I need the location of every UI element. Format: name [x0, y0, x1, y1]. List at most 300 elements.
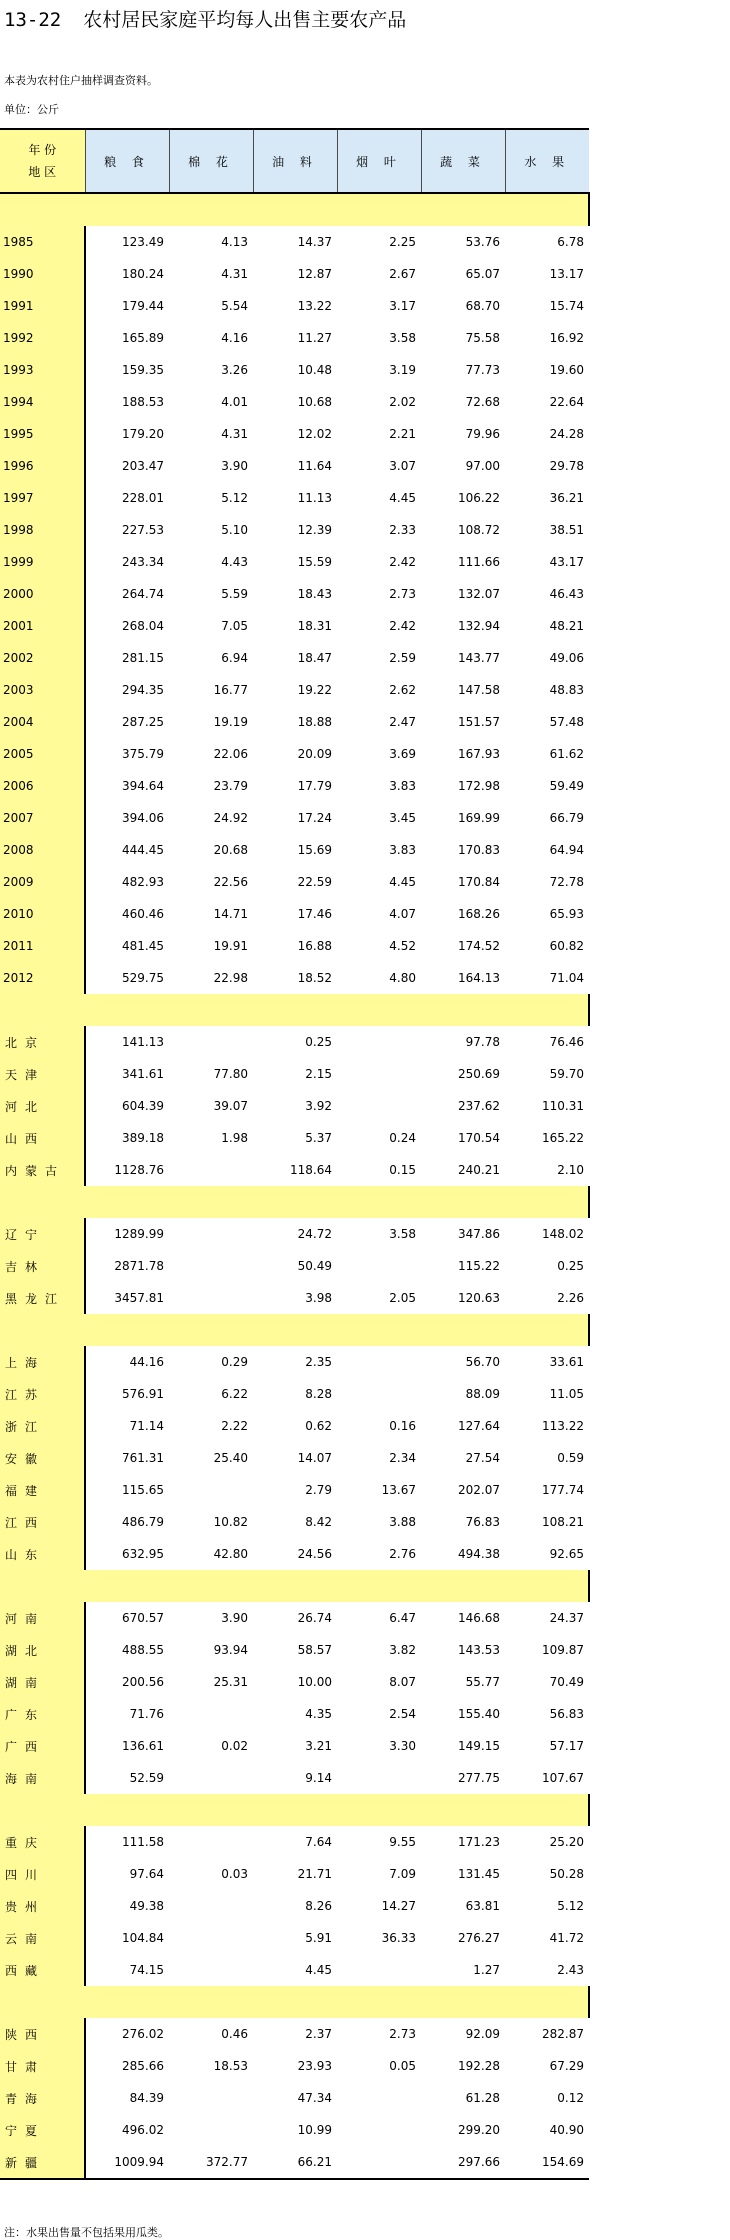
value-cell: 167.93: [458, 747, 500, 761]
table-row: [0, 1026, 589, 1058]
value-cell: 444.45: [122, 843, 164, 857]
value-cell: 111.58: [122, 1835, 164, 1849]
value-cell: 6.78: [557, 235, 584, 249]
value-cell: 33.61: [549, 1355, 584, 1369]
value-cell: 0.29: [221, 1355, 248, 1369]
value-cell: [169, 1922, 253, 1954]
value-cell: 165.22: [542, 1131, 584, 1145]
value-cell: 394.64: [122, 779, 164, 793]
value-cell: 165.89: [122, 331, 164, 345]
row-label-year: 1990: [0, 258, 85, 290]
value-cell: 164.13: [458, 971, 500, 985]
row-label-region: 福建: [0, 1474, 85, 1506]
footnote: 注：水果出售量不包括果用瓜类。: [4, 2226, 169, 2239]
value-cell: 27.54: [465, 1451, 500, 1465]
value-cell: 63.81: [465, 1899, 500, 1913]
value-cell: 16.88: [297, 939, 332, 953]
value-cell: 180.24: [122, 267, 164, 281]
value-cell: 5.37: [305, 1131, 332, 1145]
row-label-year: 1991: [0, 290, 85, 322]
value-cell: 22.98: [213, 971, 248, 985]
value-cell: 4.13: [221, 235, 248, 249]
value-cell: 14.71: [213, 907, 248, 921]
value-cell: 5.59: [221, 587, 248, 601]
table-row: [0, 1954, 589, 1986]
value-cell: 2.02: [389, 395, 416, 409]
value-cell: 110.31: [542, 1099, 584, 1113]
value-cell: 60.82: [549, 939, 584, 953]
row-label-region: 青海: [0, 2082, 85, 2114]
table-row: [0, 1442, 589, 1474]
row-label-year: 2004: [0, 706, 85, 738]
value-cell: 74.15: [129, 1963, 164, 1977]
value-cell: 488.55: [122, 1643, 164, 1657]
value-cell: [169, 2114, 253, 2146]
value-cell: 29.78: [549, 459, 584, 473]
table-row: [0, 1922, 589, 1954]
value-cell: 19.22: [297, 683, 332, 697]
value-cell: 48.21: [549, 619, 584, 633]
col-header-oilseed: 油 料: [253, 129, 337, 193]
value-cell: 2.43: [557, 1963, 584, 1977]
table-title-text: 农村居民家庭平均每人出售主要农产品: [83, 9, 407, 31]
value-cell: 10.48: [297, 363, 332, 377]
value-cell: 372.77: [169, 2146, 253, 2179]
value-cell: 11.13: [297, 491, 332, 505]
table-row: [0, 738, 589, 770]
value-cell: 146.68: [458, 1611, 500, 1625]
table-row: [0, 706, 589, 738]
value-cell: 136.61: [122, 1739, 164, 1753]
value-cell: 4.45: [305, 1963, 332, 1977]
value-cell: 22.59: [297, 875, 332, 889]
value-cell: 3.92: [305, 1099, 332, 1113]
value-cell: 174.52: [458, 939, 500, 953]
value-cell: 0.12: [557, 2091, 584, 2105]
value-cell: 168.26: [458, 907, 500, 921]
value-cell: 277.75: [458, 1771, 500, 1785]
table-row: [0, 1346, 589, 1378]
value-cell: 294.35: [122, 683, 164, 697]
value-cell: 149.15: [458, 1739, 500, 1753]
value-cell: 17.46: [297, 907, 332, 921]
blank-row: [0, 1794, 589, 1826]
col-header-tobacco: 烟 叶: [337, 129, 421, 193]
table-row: [0, 1154, 589, 1186]
value-cell: 104.84: [122, 1931, 164, 1945]
value-cell: 84.39: [129, 2091, 164, 2105]
value-cell: 79.96: [465, 427, 500, 441]
blank-cell: [0, 1986, 589, 2018]
row-label-region: 广西: [0, 1730, 85, 1762]
value-cell: 61.62: [549, 747, 584, 761]
value-cell: 2.62: [389, 683, 416, 697]
row-label-region: 江西: [0, 1506, 85, 1538]
table-row: [0, 1826, 589, 1858]
value-cell: 57.17: [549, 1739, 584, 1753]
value-cell: 3.26: [221, 363, 248, 377]
value-cell: 171.23: [458, 1835, 500, 1849]
value-cell: 93.94: [213, 1643, 248, 1657]
table-row: [0, 1250, 589, 1282]
row-label-region: 辽宁: [0, 1218, 85, 1250]
blank-row: [0, 1570, 589, 1602]
value-cell: 71.14: [129, 1419, 164, 1433]
value-cell: 17.24: [297, 811, 332, 825]
table-row: [0, 322, 589, 354]
value-cell: 2.34: [389, 1451, 416, 1465]
value-cell: 11.64: [297, 459, 332, 473]
value-cell: [169, 1698, 253, 1730]
row-label-region: 河北: [0, 1090, 85, 1122]
value-cell: 0.24: [389, 1131, 416, 1145]
stub-header-region: 地 区: [28, 165, 57, 179]
value-cell: 3.19: [389, 363, 416, 377]
value-cell: 18.88: [297, 715, 332, 729]
value-cell: [337, 1058, 421, 1090]
table-row: [0, 226, 589, 258]
value-cell: 2.47: [389, 715, 416, 729]
value-cell: 2.76: [389, 1547, 416, 1561]
value-cell: 14.37: [297, 235, 332, 249]
value-cell: 4.43: [221, 555, 248, 569]
value-cell: 202.07: [458, 1483, 500, 1497]
value-cell: 107.67: [542, 1771, 584, 1785]
value-cell: 481.45: [122, 939, 164, 953]
table-row: [0, 930, 589, 962]
table-row: [0, 1602, 589, 1634]
value-cell: 2.67: [389, 267, 416, 281]
value-cell: 494.38: [458, 1547, 500, 1561]
row-label-region: 上海: [0, 1346, 85, 1378]
value-cell: 64.94: [549, 843, 584, 857]
value-cell: 297.66: [421, 2146, 505, 2179]
value-cell: 0.05: [389, 2059, 416, 2073]
row-label-year: 1998: [0, 514, 85, 546]
table-row: [0, 1474, 589, 1506]
value-cell: 0.02: [221, 1739, 248, 1753]
value-cell: 15.74: [549, 299, 584, 313]
value-cell: [169, 2082, 253, 2114]
value-cell: 36.21: [549, 491, 584, 505]
value-cell: 2.42: [389, 619, 416, 633]
row-label-region: 江苏: [0, 1378, 85, 1410]
row-label-year: 2005: [0, 738, 85, 770]
value-cell: 4.52: [389, 939, 416, 953]
value-cell: 23.79: [213, 779, 248, 793]
value-cell: 268.04: [122, 619, 164, 633]
value-cell: 65.07: [465, 267, 500, 281]
table-row: [0, 1730, 589, 1762]
value-cell: 12.02: [297, 427, 332, 441]
row-label-region: 云南: [0, 1922, 85, 1954]
value-cell: 170.83: [458, 843, 500, 857]
stub-header-year: 年 份: [28, 143, 57, 157]
table-row: [0, 2082, 589, 2114]
value-cell: 9.55: [389, 1835, 416, 1849]
value-cell: 18.31: [297, 619, 332, 633]
value-cell: 132.07: [458, 587, 500, 601]
value-cell: 18.53: [213, 2059, 248, 2073]
value-cell: 0.62: [305, 1419, 332, 1433]
value-cell: 159.35: [122, 363, 164, 377]
row-label-year: 2009: [0, 866, 85, 898]
table-row: [0, 1538, 589, 1570]
value-cell: 108.72: [458, 523, 500, 537]
value-cell: 341.61: [122, 1067, 164, 1081]
header-row: [0, 129, 589, 193]
value-cell: 108.21: [542, 1515, 584, 1529]
value-cell: 0.25: [305, 1035, 332, 1049]
value-cell: 9.14: [305, 1771, 332, 1785]
row-label-region: 黑龙江: [0, 1282, 85, 1314]
value-cell: 19.91: [213, 939, 248, 953]
value-cell: 61.28: [465, 2091, 500, 2105]
value-cell: 141.13: [122, 1035, 164, 1049]
value-cell: 276.02: [122, 2027, 164, 2041]
row-label-year: 2010: [0, 898, 85, 930]
value-cell: 25.40: [213, 1451, 248, 1465]
value-cell: 23.93: [297, 2059, 332, 2073]
value-cell: 127.64: [458, 1419, 500, 1433]
value-cell: 36.33: [381, 1931, 416, 1945]
value-cell: 2.42: [389, 555, 416, 569]
value-cell: [337, 2146, 421, 2179]
value-cell: 52.59: [129, 1771, 164, 1785]
value-cell: 155.40: [458, 1707, 500, 1721]
value-cell: 115.65: [122, 1483, 164, 1497]
value-cell: 8.26: [305, 1899, 332, 1913]
row-label-region: 湖北: [0, 1634, 85, 1666]
value-cell: 76.83: [465, 1515, 500, 1529]
value-cell: 179.44: [122, 299, 164, 313]
value-cell: 40.90: [549, 2123, 584, 2137]
value-cell: 97.64: [129, 1867, 164, 1881]
value-cell: 97.00: [465, 459, 500, 473]
value-cell: 16.77: [213, 683, 248, 697]
table-row: [0, 1666, 589, 1698]
value-cell: 529.75: [122, 971, 164, 985]
value-cell: 109.87: [542, 1643, 584, 1657]
value-cell: 148.02: [542, 1227, 584, 1241]
row-label-region: 贵州: [0, 1890, 85, 1922]
value-cell: 170.84: [458, 875, 500, 889]
value-cell: [337, 1378, 421, 1410]
value-cell: 19.60: [549, 363, 584, 377]
value-cell: 0.46: [221, 2027, 248, 2041]
value-cell: 70.49: [549, 1675, 584, 1689]
blank-cell: [0, 1186, 589, 1218]
table-number: 13-22: [4, 9, 62, 31]
value-cell: 143.77: [458, 651, 500, 665]
value-cell: 72.68: [465, 395, 500, 409]
value-cell: 2.35: [305, 1355, 332, 1369]
value-cell: [169, 1474, 253, 1506]
value-cell: 25.31: [213, 1675, 248, 1689]
value-cell: 170.54: [458, 1131, 500, 1145]
value-cell: 154.69: [505, 2146, 589, 2179]
col-header-vegetables: 蔬 菜: [421, 129, 505, 193]
table-row: [0, 834, 589, 866]
table-row: [0, 642, 589, 674]
value-cell: 1009.94: [85, 2146, 169, 2179]
value-cell: 47.34: [297, 2091, 332, 2105]
value-cell: 17.79: [297, 779, 332, 793]
table-row: [0, 770, 589, 802]
value-cell: [169, 1954, 253, 1986]
row-label-region: 天津: [0, 1058, 85, 1090]
value-cell: 5.12: [221, 491, 248, 505]
row-label-year: 1993: [0, 354, 85, 386]
blank-row: [0, 994, 589, 1026]
value-cell: 5.12: [557, 1899, 584, 1913]
value-cell: 66.21: [253, 2146, 337, 2179]
table-row: [0, 2114, 589, 2146]
value-cell: 179.20: [122, 427, 164, 441]
value-cell: 4.16: [221, 331, 248, 345]
value-cell: 72.78: [549, 875, 584, 889]
value-cell: 18.43: [297, 587, 332, 601]
value-cell: [337, 2082, 421, 2114]
value-cell: 3.30: [389, 1739, 416, 1753]
value-cell: 18.52: [297, 971, 332, 985]
value-cell: 192.28: [458, 2059, 500, 2073]
value-cell: 2.05: [389, 1291, 416, 1305]
value-cell: 10.00: [297, 1675, 332, 1689]
value-cell: 3.88: [389, 1515, 416, 1529]
value-cell: 10.99: [297, 2123, 332, 2137]
value-cell: 375.79: [122, 747, 164, 761]
value-cell: 172.98: [458, 779, 500, 793]
value-cell: 11.05: [549, 1387, 584, 1401]
value-cell: 3.90: [221, 459, 248, 473]
table-row: [0, 386, 589, 418]
value-cell: 1.27: [473, 1963, 500, 1977]
value-cell: [337, 1026, 421, 1058]
value-cell: 5.10: [221, 523, 248, 537]
value-cell: 3.45: [389, 811, 416, 825]
table-row: [0, 514, 589, 546]
row-label-region: 内蒙古: [0, 1154, 85, 1186]
value-cell: 58.57: [297, 1643, 332, 1657]
blank-row: [0, 1986, 589, 2018]
blank-row: [0, 1186, 589, 1218]
value-cell: [169, 1826, 253, 1858]
value-cell: 3.98: [305, 1291, 332, 1305]
data-table: [0, 128, 590, 2180]
row-label-year: 1994: [0, 386, 85, 418]
value-cell: 240.21: [458, 1163, 500, 1177]
value-cell: 576.91: [122, 1387, 164, 1401]
value-cell: 282.87: [542, 2027, 584, 2041]
row-label-region: 海南: [0, 1762, 85, 1794]
value-cell: 6.22: [221, 1387, 248, 1401]
value-cell: 49.38: [129, 1899, 164, 1913]
value-cell: 20.09: [297, 747, 332, 761]
value-cell: 2.73: [389, 587, 416, 601]
value-cell: 42.80: [213, 1547, 248, 1561]
value-cell: 22.06: [213, 747, 248, 761]
value-cell: 11.27: [297, 331, 332, 345]
value-cell: 4.45: [389, 875, 416, 889]
row-label-year: 1999: [0, 546, 85, 578]
value-cell: 151.57: [458, 715, 500, 729]
value-cell: [337, 1090, 421, 1122]
row-label-year: 1996: [0, 450, 85, 482]
value-cell: 237.62: [458, 1099, 500, 1113]
value-cell: 4.01: [221, 395, 248, 409]
value-cell: 71.04: [549, 971, 584, 985]
row-label-year: 2007: [0, 802, 85, 834]
value-cell: 111.66: [458, 555, 500, 569]
value-cell: 670.57: [122, 1611, 164, 1625]
value-cell: 53.76: [465, 235, 500, 249]
value-cell: 3.07: [389, 459, 416, 473]
value-cell: 264.74: [122, 587, 164, 601]
row-label-year: 2008: [0, 834, 85, 866]
value-cell: 8.28: [305, 1387, 332, 1401]
value-cell: 56.83: [549, 1707, 584, 1721]
table-row: [0, 2018, 589, 2050]
value-cell: 0.59: [557, 1451, 584, 1465]
value-cell: 22.64: [549, 395, 584, 409]
value-cell: 65.93: [549, 907, 584, 921]
stub-header: [0, 129, 85, 193]
table-row: [0, 962, 589, 994]
table-row: [0, 546, 589, 578]
value-cell: 3.17: [389, 299, 416, 313]
blank-cell: [0, 1570, 589, 1602]
value-cell: 389.18: [122, 1131, 164, 1145]
table-row: [0, 1858, 589, 1890]
value-cell: [337, 1954, 421, 1986]
value-cell: 460.46: [122, 907, 164, 921]
row-label-year: 2011: [0, 930, 85, 962]
row-label-region: 宁夏: [0, 2114, 85, 2146]
value-cell: [169, 1250, 253, 1282]
table-row: [0, 2050, 589, 2082]
value-cell: 12.39: [297, 523, 332, 537]
value-cell: 243.34: [122, 555, 164, 569]
value-cell: 71.76: [129, 1707, 164, 1721]
row-label-year: 2002: [0, 642, 85, 674]
row-label-region: 浙江: [0, 1410, 85, 1442]
value-cell: 0.16: [389, 1419, 416, 1433]
value-cell: [169, 1282, 253, 1314]
row-label-region: 甘肃: [0, 2050, 85, 2082]
survey-note: 本表为农村住户抽样调查资料。: [4, 74, 158, 87]
table-row: [0, 450, 589, 482]
blank-row: [0, 193, 589, 226]
value-cell: 19.19: [213, 715, 248, 729]
table-row: [0, 1218, 589, 1250]
value-cell: 7.05: [221, 619, 248, 633]
value-cell: 2.22: [221, 1419, 248, 1433]
table-row: [0, 1890, 589, 1922]
value-cell: 3457.81: [114, 1291, 164, 1305]
value-cell: 2.33: [389, 523, 416, 537]
value-cell: 68.70: [465, 299, 500, 313]
value-cell: 75.58: [465, 331, 500, 345]
value-cell: [169, 1890, 253, 1922]
value-cell: 482.93: [122, 875, 164, 889]
row-label-region: 山西: [0, 1122, 85, 1154]
value-cell: 24.28: [549, 427, 584, 441]
col-header-cotton: 棉 花: [169, 129, 253, 193]
value-cell: 3.58: [389, 1227, 416, 1241]
value-cell: 20.68: [213, 843, 248, 857]
value-cell: 228.01: [122, 491, 164, 505]
